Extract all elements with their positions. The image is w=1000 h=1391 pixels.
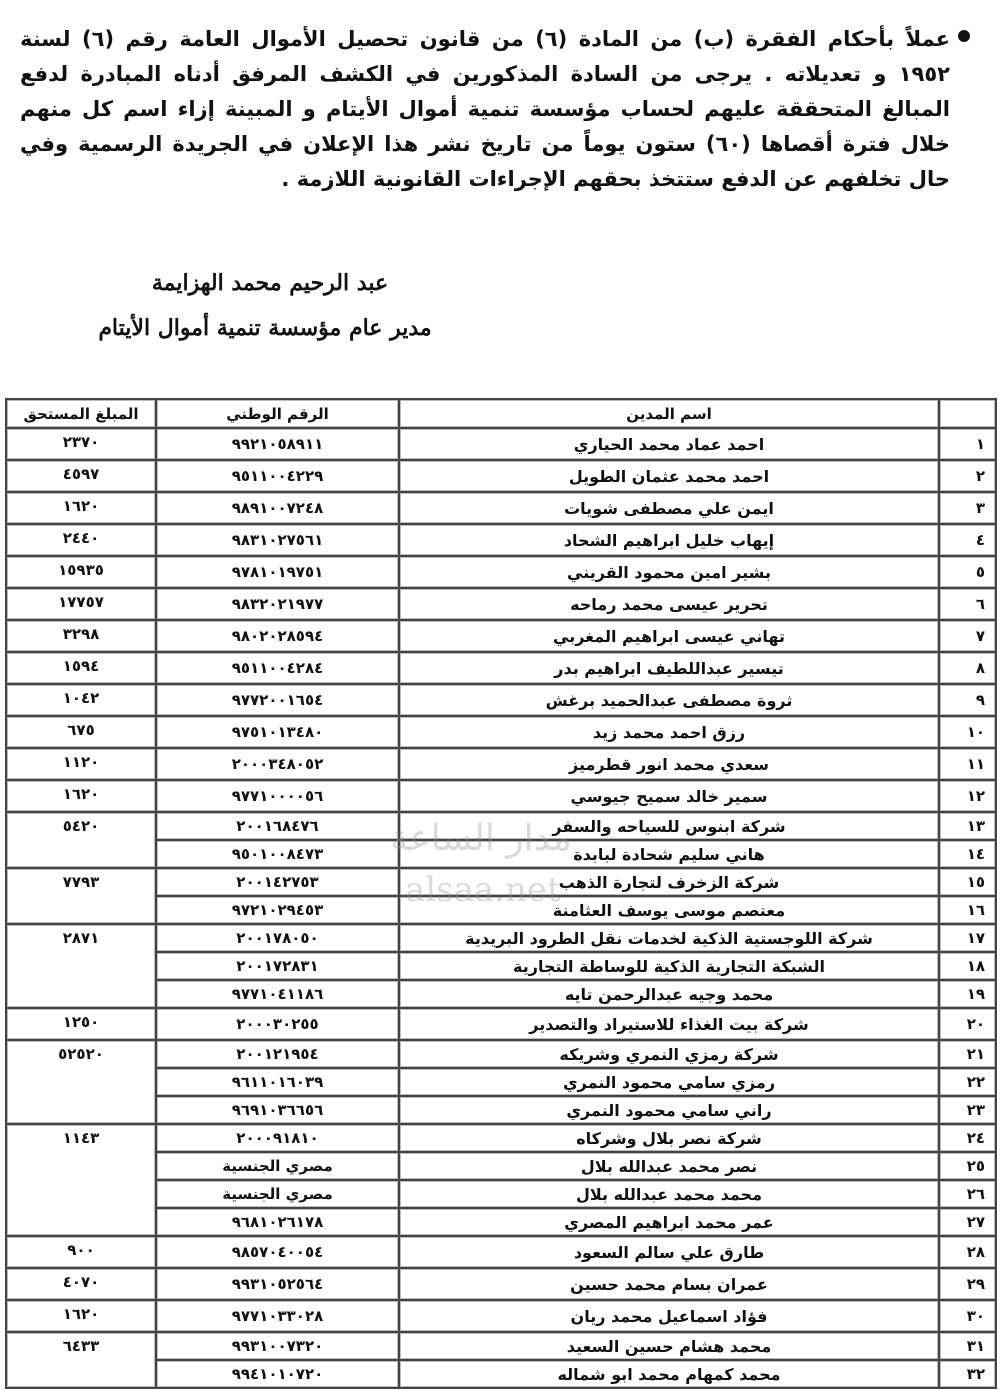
bullet-icon xyxy=(958,30,970,42)
national-id: ٩٧٧١٠٠٠٠٥٦ xyxy=(156,780,399,812)
row-number: ٢٠ xyxy=(939,1008,996,1040)
debtor-name: الشبكة التجارية الذكية للوساطة التجارية xyxy=(399,952,939,980)
national-id: ٩٨٥٧٠٤٠٠٥٤ xyxy=(156,1236,399,1268)
row-number: ٢٤ xyxy=(939,1124,996,1152)
debtor-name: شركة نصر بلال وشركاه xyxy=(399,1124,939,1152)
national-id: ٩٦٨١٠٢٦١٧٨ xyxy=(156,1208,399,1236)
debtor-name: بشير امين محمود القريني xyxy=(399,556,939,588)
row-number: ٢١ xyxy=(939,1040,996,1068)
table-row xyxy=(6,1300,996,1332)
national-id: ٢٠٠١٦٨٤٧٦ xyxy=(156,812,399,840)
table-row xyxy=(6,652,996,684)
row-number: ١٤ xyxy=(939,840,996,868)
amount-due: ٤٥٩٧ xyxy=(6,460,156,492)
row-number: ٢٦ xyxy=(939,1180,996,1208)
row-number: ١ xyxy=(939,428,996,460)
row-number: ٥ xyxy=(939,556,996,588)
debtor-name: محمد هشام حسين السعيد xyxy=(399,1332,939,1360)
amount-due: ٧٧٩٣ xyxy=(6,868,156,924)
debtor-name: طارق علي سالم السعود xyxy=(399,1236,939,1268)
debtor-name: عمران بسام محمد حسين xyxy=(399,1268,939,1300)
national-id: ٩٥١١٠٠٤٢٢٩ xyxy=(156,460,399,492)
national-id: ٩٨٩١٠٠٧٢٤٨ xyxy=(156,492,399,524)
national-id: ٢٠٠٠٩١٨١٠ xyxy=(156,1124,399,1152)
debtor-name: سعدي محمد انور قطرميز xyxy=(399,748,939,780)
watermark-latin: alsaa.net xyxy=(405,870,561,910)
row-number: ٨ xyxy=(939,652,996,684)
debtor-name: شركة بيت الغذاء للاستيراد والتصدير xyxy=(399,1008,939,1040)
debtor-name: احمد عماد محمد الحياري xyxy=(399,428,939,460)
header-num xyxy=(939,399,996,428)
table-row xyxy=(6,1236,996,1268)
national-id: ٩٧٢١٠٢٩٤٥٣ xyxy=(156,896,399,924)
debtor-name: سمير خالد سميح جيوسي xyxy=(399,780,939,812)
table-row xyxy=(6,780,996,812)
national-id: ٩٧٧١٠٣٣٠٢٨ xyxy=(156,1300,399,1332)
debtor-name: فؤاد اسماعيل محمد ريان xyxy=(399,1300,939,1332)
amount-due: ٢٤٤٠ xyxy=(6,524,156,556)
table-row xyxy=(6,1008,996,1040)
row-number: ٢٨ xyxy=(939,1236,996,1268)
national-id: ٩٦٩١٠٣٦٦٥٦ xyxy=(156,1096,399,1124)
debtor-name: تيسير عبداللطيف ابراهيم بدر xyxy=(399,652,939,684)
amount-due: ١٢٥٠ xyxy=(6,1008,156,1040)
debtor-name: ايمن علي مصطفى شويات xyxy=(399,492,939,524)
table-row xyxy=(6,588,996,620)
row-number: ٣٢ xyxy=(939,1360,996,1388)
amount-due: ١١٤٣ xyxy=(6,1124,156,1236)
table-row xyxy=(6,812,996,840)
national-id: ٩٧٥١٠١٣٤٨٠ xyxy=(156,716,399,748)
row-number: ٣١ xyxy=(939,1332,996,1360)
amount-due: ١٦٢٠ xyxy=(6,492,156,524)
table-row xyxy=(6,1268,996,1300)
national-id: ٩٧٧١٠٤١١٨٦ xyxy=(156,980,399,1008)
national-id: ٩٧٧٢٠٠١٦٥٤ xyxy=(156,684,399,716)
row-number: ٢ xyxy=(939,460,996,492)
national-id: ٩٥١١٠٠٤٢٨٤ xyxy=(156,652,399,684)
row-number: ٣٠ xyxy=(939,1300,996,1332)
amount-due: ٢٣٧٠ xyxy=(6,428,156,460)
national-id: مصري الجنسية xyxy=(156,1180,399,1208)
amount-due: ١٦٢٠ xyxy=(6,780,156,812)
table-row xyxy=(6,684,996,716)
row-number: ١٨ xyxy=(939,952,996,980)
row-number: ٦ xyxy=(939,588,996,620)
row-number: ٧ xyxy=(939,620,996,652)
notice-text: عملاً بأحكام الفقرة (ب) من المادة (٦) من قانون تحصيل الأموال العامة رقم (٦) لسنة ١٩٥٢ و تعديلاته . يرجى من السادة المذكورين في الكشف المرفق أدناه المبادرة لدفع المبالغ المتحققة عليهم لحساب مؤسسة تنمية أموال الأيتام و المبينة إزاء اسم كل منهم خلال فترة أقصاها (٦٠) ستون يوماً من تاريخ نشر هذا الإعلان في الجريدة الرسمية وفي حال تخلفهم عن الدفع ستتخذ بحقهم الإجراءات القانونية اللازمة . xyxy=(20,27,951,191)
debtors-table xyxy=(5,398,997,1389)
table-row xyxy=(6,1124,996,1152)
national-id: ٢٠٠١٧٨٠٥٠ xyxy=(156,924,399,952)
debtor-name: رزق احمد محمد زيد xyxy=(399,716,939,748)
header-name: اسم المدين xyxy=(399,399,939,428)
row-number: ٢٧ xyxy=(939,1208,996,1236)
amount-due: ٩٠٠ xyxy=(6,1236,156,1268)
amount-due: ٦٧٥ xyxy=(6,716,156,748)
debtor-name: شركة اللوجستية الذكية لخدمات نقل الطرود البريدية xyxy=(399,924,939,952)
national-id: ٩٨٣١٠٢٧٥٦١ xyxy=(156,524,399,556)
debtor-name: إيهاب خليل ابراهيم الشحاد xyxy=(399,524,939,556)
national-id: ٢٠٠١٧٢٨٣١ xyxy=(156,952,399,980)
amount-due: ٢٨٧١ xyxy=(6,924,156,1008)
watermark-arabic: مدار الساعة xyxy=(390,818,572,859)
table-row xyxy=(6,460,996,492)
row-number: ١٠ xyxy=(939,716,996,748)
table-row xyxy=(6,716,996,748)
debtor-name: معتصم موسى يوسف العثامنة xyxy=(399,896,939,924)
row-number: ٢٩ xyxy=(939,1268,996,1300)
national-id: ٩٩٤١٠١٠٧٢٠ xyxy=(156,1360,399,1388)
header-amount: المبلغ المستحق xyxy=(6,399,156,428)
signatory-name: عبد الرحيم محمد الهزايمة xyxy=(151,270,389,296)
row-number: ٢٢ xyxy=(939,1068,996,1096)
row-number: ١١ xyxy=(939,748,996,780)
national-id: مصري الجنسية xyxy=(156,1152,399,1180)
amount-due: ٥٤٢٠ xyxy=(6,812,156,868)
table-row xyxy=(6,492,996,524)
debtor-name: محمد كمهام محمد ابو شماله xyxy=(399,1360,939,1388)
row-number: ٣ xyxy=(939,492,996,524)
row-number: ١٥ xyxy=(939,868,996,896)
amount-due: ٤٠٧٠ xyxy=(6,1268,156,1300)
row-number: ٢٣ xyxy=(939,1096,996,1124)
table-row xyxy=(6,620,996,652)
amount-due: ٦٤٣٣ xyxy=(6,1332,156,1388)
notice-paragraph xyxy=(20,22,950,197)
row-number: ٩ xyxy=(939,684,996,716)
table-row xyxy=(6,924,996,952)
row-number: ١٩ xyxy=(939,980,996,1008)
debtor-name: محمد وجيه عبدالرحمن تايه xyxy=(399,980,939,1008)
row-number: ١٧ xyxy=(939,924,996,952)
table-row xyxy=(6,524,996,556)
debtor-name: رمزي سامي محمود النمري xyxy=(399,1068,939,1096)
table-body xyxy=(6,428,996,1388)
amount-due: ١٠٤٢ xyxy=(6,684,156,716)
table-row xyxy=(6,748,996,780)
national-id: ٩٥٠١٠٠٨٤٧٣ xyxy=(156,840,399,868)
debtor-name: شركة رمزي النمري وشريكه xyxy=(399,1040,939,1068)
debtor-name: عمر محمد ابراهيم المصري xyxy=(399,1208,939,1236)
national-id: ٩٩٢١٠٥٨٩١١ xyxy=(156,428,399,460)
table-header-row xyxy=(6,399,996,428)
national-id: ٩٩٣١٠٥٢٥٦٤ xyxy=(156,1268,399,1300)
national-id: ٩٩٣١٠٠٧٣٢٠ xyxy=(156,1332,399,1360)
debtor-name: تحرير عيسى محمد رماحه xyxy=(399,588,939,620)
row-number: ٢٥ xyxy=(939,1152,996,1180)
amount-due: ٥٢٥٢٠ xyxy=(6,1040,156,1124)
row-number: ١٢ xyxy=(939,780,996,812)
national-id: ٩٨٠٢٠٢٨٥٩٤ xyxy=(156,620,399,652)
row-number: ٤ xyxy=(939,524,996,556)
row-number: ١٦ xyxy=(939,896,996,924)
table-row xyxy=(6,1040,996,1068)
amount-due: ١٦٢٠ xyxy=(6,1300,156,1332)
row-number: ١٣ xyxy=(939,812,996,840)
debtor-name: محمد محمد عبدالله بلال xyxy=(399,1180,939,1208)
national-id: ٩٨٣٢٠٢١٩٧٧ xyxy=(156,588,399,620)
debtor-name: شركة الزخرف لتجارة الذهب xyxy=(399,868,939,896)
debtor-name: شركة ابنوس للسياحه والسفر xyxy=(399,812,939,840)
debtor-name: نصر محمد عبدالله بلال xyxy=(399,1152,939,1180)
table-row xyxy=(6,428,996,460)
signatory-title: مدير عام مؤسسة تنمية أموال الأيتام xyxy=(98,315,432,341)
national-id: ٢٠٠٠٣٠٢٥٥ xyxy=(156,1008,399,1040)
debtor-name: تهاني عيسى ابراهيم المغربي xyxy=(399,620,939,652)
amount-due: ١٥٩٤ xyxy=(6,652,156,684)
header-national-id: الرقم الوطني xyxy=(156,399,399,428)
debtor-name: هاني سليم شحادة لبابدة xyxy=(399,840,939,868)
table-row xyxy=(6,868,996,896)
national-id: ٩٦١١٠١٦٠٣٩ xyxy=(156,1068,399,1096)
amount-due: ٣٢٩٨ xyxy=(6,620,156,652)
national-id: ٢٠٠١٤٢٧٥٣ xyxy=(156,868,399,896)
debtor-name: احمد محمد عثمان الطويل xyxy=(399,460,939,492)
table-row xyxy=(6,556,996,588)
debtor-name: ثروة مصطفى عبدالحميد برغش xyxy=(399,684,939,716)
debtor-name: راني سامي محمود النمري xyxy=(399,1096,939,1124)
national-id: ٢٠٠١٢١٩٥٤ xyxy=(156,1040,399,1068)
national-id: ٢٠٠٠٣٤٨٠٥٢ xyxy=(156,748,399,780)
amount-due: ١١٢٠ xyxy=(6,748,156,780)
amount-due: ١٧٧٥٧ xyxy=(6,588,156,620)
national-id: ٩٧٨١٠١٩٧٥١ xyxy=(156,556,399,588)
table-row xyxy=(6,1332,996,1360)
amount-due: ١٥٩٣٥ xyxy=(6,556,156,588)
